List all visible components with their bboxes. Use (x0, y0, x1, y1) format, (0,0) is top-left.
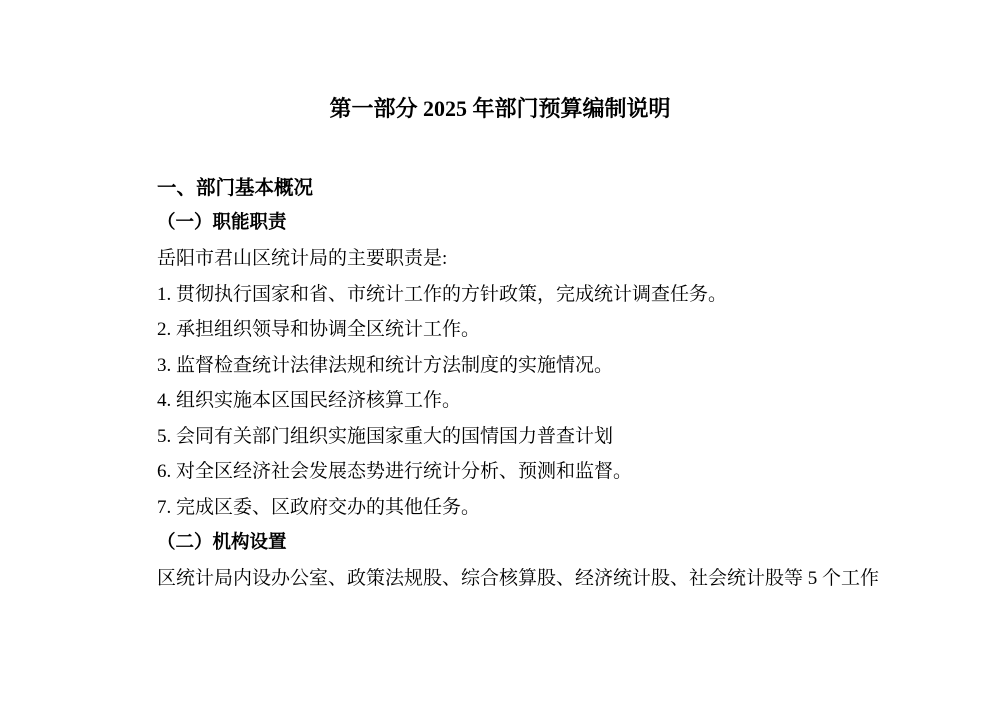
list-item: 2. 承担组织领导和协调全区统计工作。 (157, 319, 481, 341)
subsection-heading: （二）机构设置 (157, 532, 287, 553)
list-item: 5. 会同有关部门组织实施国家重大的国情国力普查计划 (157, 425, 614, 447)
list-item: 3. 监督检查统计法律法规和统计方法制度的实施情况。 (157, 354, 614, 376)
document-body (0, 168, 1000, 594)
list-item: 4. 组织实施本区国民经济核算工作。 (157, 390, 462, 412)
list-item: 7. 完成区委、区政府交办的其他任务。 (157, 496, 481, 518)
section-heading: 一、部门基本概况 (157, 176, 314, 199)
page-title: 第一部分 2025 年部门预算编制说明 (329, 96, 671, 121)
subsection-heading: （一）职能职责 (157, 213, 287, 234)
paragraph: 区统计局内设办公室、政策法规股、综合核算股、经济统计股、社会统计股等 5 个工作 (157, 567, 880, 589)
list-item: 1. 贯彻执行国家和省、市统计工作的方针政策，完成统计调查任务。 (157, 283, 728, 305)
paragraph: 岳阳市君山区统计局的主要职责是: (157, 248, 448, 270)
list-item: 6. 对全区经济社会发展态势进行统计分析、预测和监督。 (157, 461, 633, 483)
